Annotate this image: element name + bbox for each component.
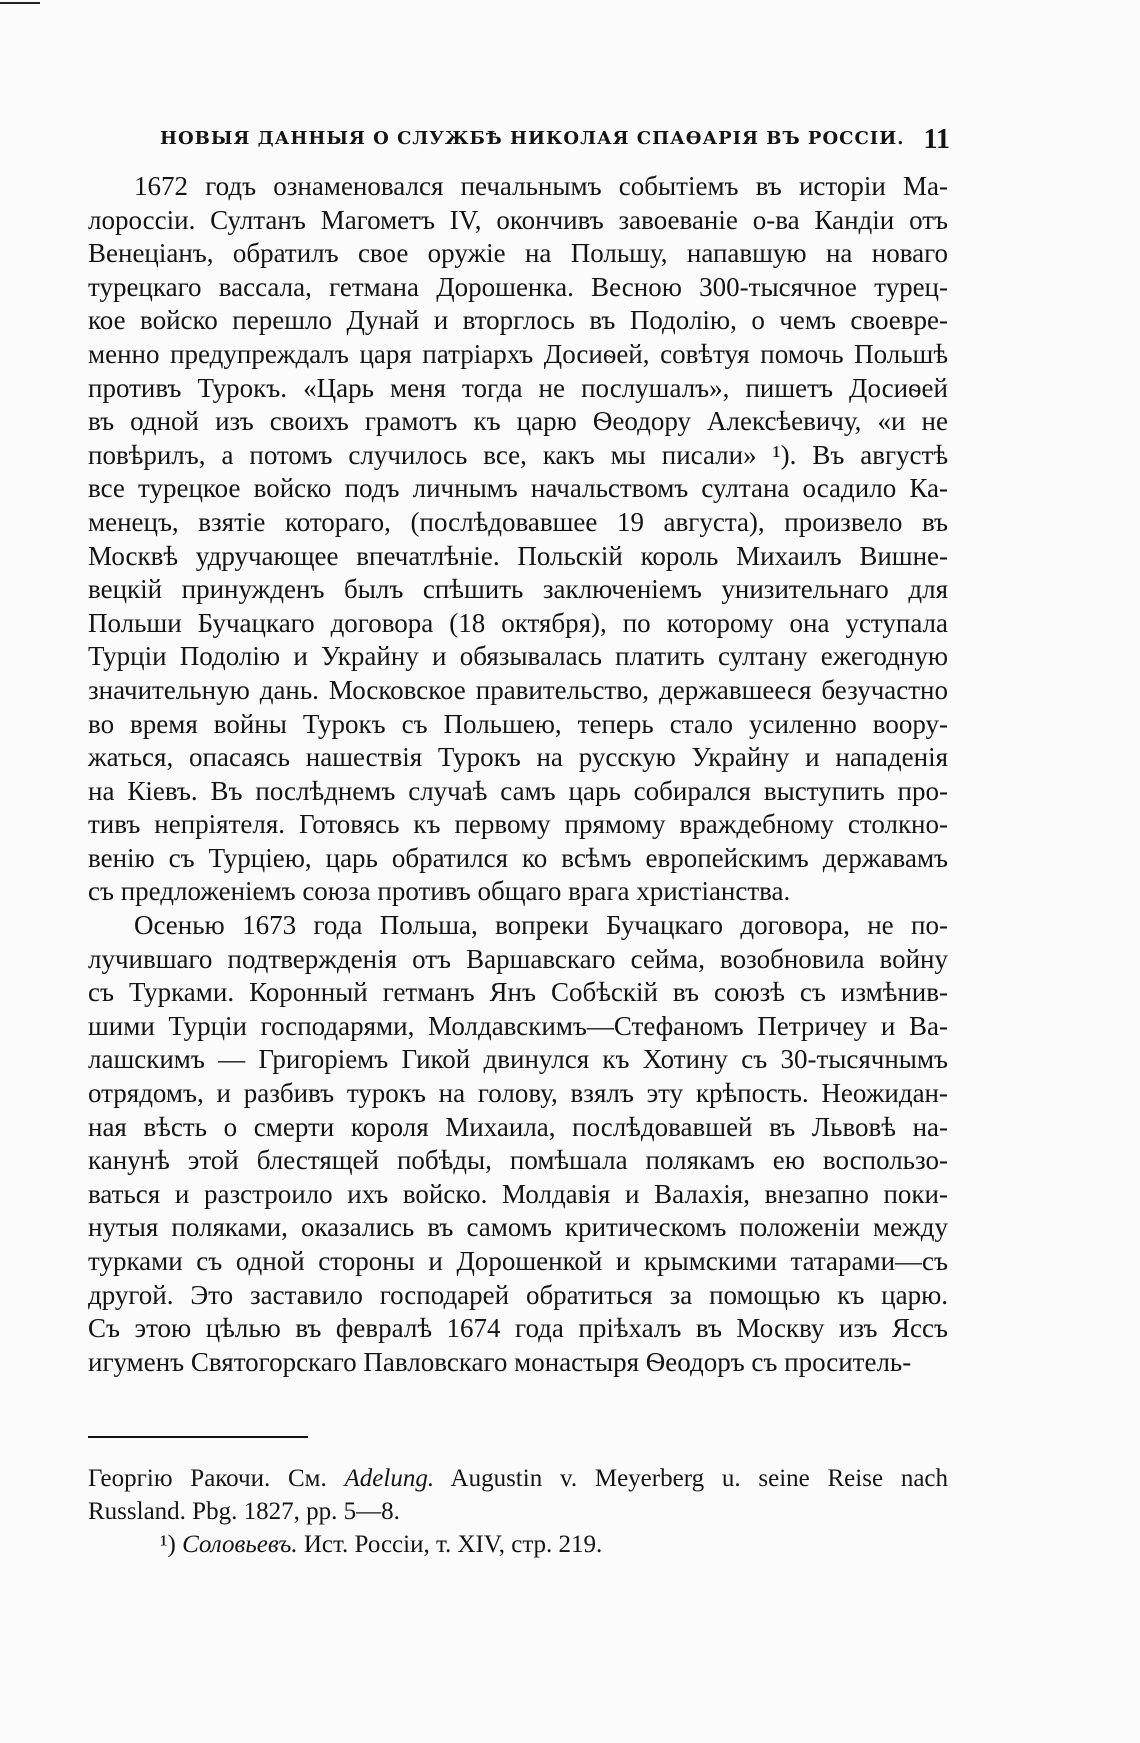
text-line: игуменъ Святогорскаго Павловскаго монастыря Ѳеодоръ съ проситель- [88, 1346, 912, 1377]
text-line: противъ Турокъ. «Царь меня тогда не послушалъ», пишетъ Досиѳей [88, 372, 948, 403]
text-line: вецкій принужденъ былъ спѣшить заключеніемъ унизительнаго для [88, 574, 948, 605]
running-header [160, 124, 950, 156]
footnote-1 [88, 1528, 948, 1561]
text-line: венію съ Турціею, царь обратился ко всѣмъ европейскимъ державамъ [88, 842, 948, 873]
text-line: Съ этою цѣлью въ февралѣ 1674 года пріѣхалъ въ Москву изъ Яссъ [88, 1313, 948, 1344]
text-line: Турціи Подолію и Украйну и обязывалась платить султану ежегодную [88, 641, 948, 672]
text-line: Москвѣ удручающее впечатлѣніе. Польскій король Михаилъ Вишне- [88, 540, 948, 571]
text-line: на Кіевъ. Въ послѣднемъ случаѣ самъ царь собирался выступить про- [88, 775, 948, 806]
text-line: въ одной изъ своихъ грамотъ къ царю Ѳеодору Алексѣевичу, «и не [88, 406, 948, 437]
text-line: канунѣ этой блестящей побѣды, помѣшала полякамъ ею воспользо- [88, 1145, 948, 1176]
text-line: турецкаго вассала, гетмана Дорошенка. Весною 300-тысячное турец- [88, 271, 948, 302]
main-text [88, 170, 948, 1379]
text-line: ная вѣсть о смерти короля Михаила, послѣдовавшей въ Львовѣ на- [88, 1111, 948, 1142]
text-line: лашскимъ — Григоріемъ Гикой двинулся къ Хотину съ 30-тысячнымъ [88, 1044, 948, 1075]
footnote-text: Augustin v. Meyerberg u. seine Reise nach [450, 1465, 949, 1492]
text-line: менно предупреждалъ царя патріархъ Досиѳей, совѣтуя помочь Польшѣ [88, 338, 948, 369]
text-line: съ предложеніемъ союза противъ общаго врага христіанства. [88, 876, 791, 907]
text-line: Польши Бучацкаго договора (18 октября), по которому она уступала [88, 607, 948, 638]
footnote-separator [88, 1436, 308, 1438]
text-line: Осенью 1673 года Польша, вопреки Бучацкаго договора, не по- [134, 910, 948, 941]
text-line: все турецкое войско подъ личнымъ начальствомъ султана осадило Ка- [88, 473, 948, 504]
scan-corner-mark [0, 2, 40, 4]
text-line: лучившаго подтвержденія отъ Варшавскаго сейма, возобновила войну [88, 943, 948, 974]
text-line: нутыя поляками, оказались въ самомъ критическомъ положеніи между [88, 1212, 948, 1243]
text-line: значительную дань. Московское правительство, державшееся безучастно [88, 674, 948, 705]
footnote-italic-author: Соловьевъ. [182, 1531, 298, 1558]
footnote-continuation-line-2: Russland. Pbg. 1827, pp. 5—8. [88, 1498, 400, 1525]
footnotes [88, 1462, 948, 1561]
text-line: отрядомъ, и разбивъ турокъ на голову, взялъ эту крѣпость. Неожидан- [88, 1078, 948, 1109]
text-line: тивъ непріятеля. Готовясь къ первому прямому враждебному столкно- [88, 809, 948, 840]
running-title: НОВЫЯ ДАННЫЯ О СЛУЖБѢ НИКОЛАЯ СПАѲАРІЯ ВЪ РОССІИ. [160, 128, 905, 149]
footnote-text: Георгію Ракочи. См. [88, 1465, 327, 1492]
text-line: повѣрилъ, а потомъ случилось все, какъ мы писали» ¹). Въ августѣ [88, 439, 948, 470]
text-line: жаться, опасаясь нашествія Турокъ на русскую Украйну и нападенія [88, 742, 948, 773]
text-line: съ Турками. Коронный гетманъ Янъ Собѣскій въ союзѣ съ измѣнив- [88, 977, 948, 1008]
text-line: 1672 годъ ознаменовался печальнымъ событіемъ въ исторіи Ма- [134, 171, 948, 201]
footnote-marker: ¹) [160, 1531, 176, 1558]
text-line: турками съ одной стороны и Дорошенкой и крымскими татарами—съ [88, 1246, 948, 1276]
footnote-text: Ист. Россіи, т. XIV, стр. 219. [303, 1531, 603, 1558]
footnote-italic-source: Adelung. [344, 1465, 435, 1492]
text-line: шими Турціи господарями, Молдавскимъ—Стефаномъ Петричеу и Ва- [88, 1010, 948, 1041]
text-line: кое войско перешло Дунай и вторглось въ Подолію, о чемъ своевре- [88, 305, 948, 336]
text-line: лороссіи. Султанъ Магометъ IV, окончивъ завоеваніе о-ва Кандіи отъ [88, 204, 948, 235]
page-number: 11 [923, 124, 950, 155]
text-line: во время войны Турокъ съ Польшею, теперь стало усиленно воору- [88, 708, 948, 739]
text-line: Венеціанъ, обратилъ свое оружіе на Польшу, напавшую на новаго [88, 238, 948, 269]
text-line: менецъ, взятіе котораго, (послѣдовавшее 19 августа), произвело въ [88, 506, 948, 537]
text-line: ваться и разстроило ихъ войско. Молдавія и Валахія, внезапно поки- [88, 1178, 948, 1209]
text-line: другой. Это заставило господарей обратиться за помощью къ царю. [88, 1279, 948, 1310]
footnote-continuation-line-1 [88, 1462, 948, 1495]
